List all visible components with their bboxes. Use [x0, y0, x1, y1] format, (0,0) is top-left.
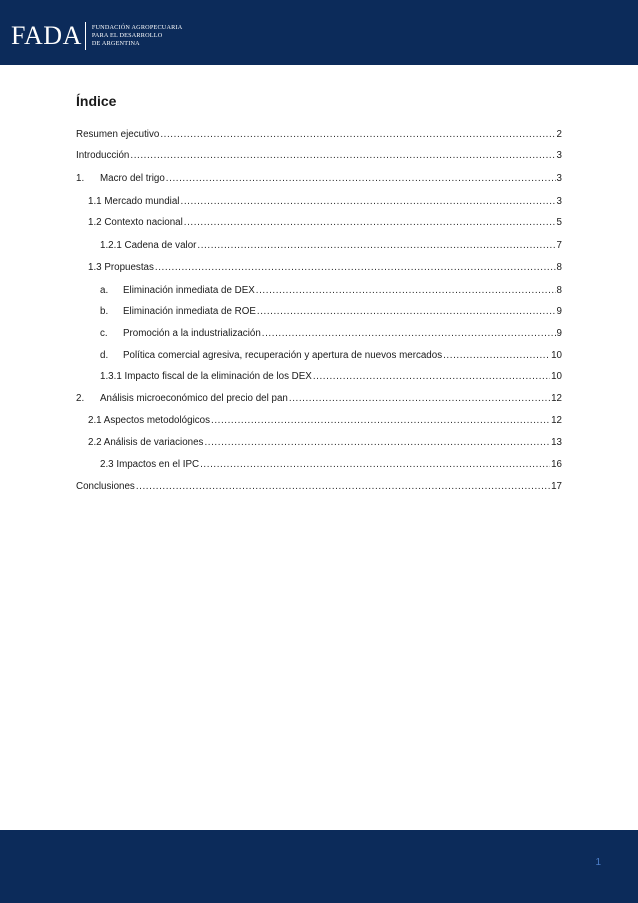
toc-leader	[136, 480, 550, 494]
toc-entry-politica-comercial[interactable]	[100, 349, 562, 363]
toc-entry-label: 2.3 Impactos en el IPC	[100, 459, 200, 470]
toc-entry-page: 12	[551, 415, 562, 426]
toc-leader	[313, 370, 550, 384]
toc-entry-page: 3	[556, 150, 562, 161]
logo-line-2: PARA EL DESARROLLO	[91, 32, 163, 39]
toc-entry-aspectos-metodologicos[interactable]	[88, 414, 562, 428]
toc-leader	[130, 149, 555, 163]
toc-entry-page: 7	[556, 240, 562, 251]
toc-entry-page: 3	[556, 196, 562, 207]
logo-line-3: DE ARGENTINA	[91, 40, 140, 47]
toc-entry-page: 10	[551, 371, 562, 382]
logo-wordmark: FADA	[11, 21, 82, 50]
toc-entry-label: Análisis microeconómico del precio del pan	[100, 393, 288, 404]
toc-leader	[197, 239, 555, 253]
toc-entry-label: Conclusiones	[76, 481, 135, 492]
toc-entry-page: 9	[556, 328, 562, 339]
toc-entry-label: Política comercial agresiva, recuperación y apertura de nuevos mercados	[123, 350, 443, 361]
toc-entry-impacto-fiscal[interactable]	[100, 370, 562, 384]
toc-entry-label: Macro del trigo	[100, 173, 165, 184]
toc-entry-impactos-ipc[interactable]	[100, 458, 562, 472]
toc-leader	[184, 216, 556, 230]
logo-subtitle	[92, 24, 183, 48]
toc-entry-label: Introducción	[76, 150, 130, 161]
toc-entry-contexto-nacional[interactable]	[88, 216, 562, 230]
toc-entry-label: 1.2.1 Cadena de valor	[100, 240, 197, 251]
toc-entry-number: d.	[100, 350, 109, 361]
toc-entry-page: 17	[551, 481, 562, 492]
toc-entry-label: Eliminación inmediata de ROE	[123, 306, 256, 317]
toc-entry-mercado-mundial[interactable]	[88, 195, 562, 209]
toc-entry-label: Resumen ejecutivo	[76, 129, 160, 140]
toc-entry-label: 1.3.1 Impacto fiscal de la eliminación de los DEX	[100, 371, 312, 382]
toc-entry-conclusiones[interactable]	[76, 480, 562, 494]
toc-entry-number: c.	[100, 328, 108, 339]
toc-leader	[160, 128, 555, 142]
toc-entry-analisis-variaciones[interactable]	[88, 436, 562, 450]
toc-entry-resumen[interactable]	[76, 128, 562, 142]
toc-entry-eliminacion-dex[interactable]	[100, 284, 562, 298]
toc-leader	[257, 305, 556, 319]
toc-entry-label: 1.2 Contexto nacional	[88, 217, 183, 228]
toc-entry-number: b.	[100, 306, 109, 317]
toc-entry-number: a.	[100, 285, 109, 296]
page-number: 1	[595, 857, 601, 868]
toc-entry-page: 5	[556, 217, 562, 228]
toc-entry-industrializacion[interactable]	[100, 327, 562, 341]
toc-entry-introduccion[interactable]	[76, 149, 562, 163]
toc-leader	[181, 195, 556, 209]
toc-title: Índice	[76, 93, 117, 109]
toc-entry-page: 10	[551, 350, 562, 361]
toc-entry-label: 2.1 Aspectos metodológicos	[88, 415, 210, 426]
header-band	[0, 0, 638, 65]
footer-band	[0, 830, 638, 903]
toc-entry-label: 1.1 Mercado mundial	[88, 196, 180, 207]
toc-entry-page: 16	[551, 459, 562, 470]
toc-leader	[443, 349, 550, 363]
toc-leader	[289, 392, 550, 406]
fada-logo	[11, 20, 182, 52]
toc-entry-page: 3	[556, 173, 562, 184]
toc-leader	[262, 327, 556, 341]
toc-entry-propuestas[interactable]	[88, 261, 562, 275]
toc-entry-page: 9	[556, 306, 562, 317]
toc-leader	[211, 414, 550, 428]
toc-entry-number: 1.	[76, 173, 85, 184]
toc-leader	[256, 284, 556, 298]
toc-entry-label: Eliminación inmediata de DEX	[123, 285, 255, 296]
toc-entry-page: 8	[556, 262, 562, 273]
toc-entry-page: 2	[556, 129, 562, 140]
toc-entry-label: 2.2 Análisis de variaciones	[88, 437, 204, 448]
toc-leader	[166, 172, 556, 186]
toc-entry-analisis-pan[interactable]	[76, 392, 562, 406]
toc-leader	[204, 436, 550, 450]
logo-divider	[85, 22, 86, 50]
toc-entry-page: 8	[556, 285, 562, 296]
toc-entry-eliminacion-roe[interactable]	[100, 305, 562, 319]
toc-entry-cadena-valor[interactable]	[100, 239, 562, 253]
toc-leader	[155, 261, 556, 275]
toc-leader	[200, 458, 550, 472]
toc-entry-page: 13	[551, 437, 562, 448]
toc-entry-number: 2.	[76, 393, 85, 404]
logo-line-1: FUNDACIÓN AGROPECUARIA	[91, 24, 183, 31]
toc-entry-label: Promoción a la industrialización	[123, 328, 261, 339]
toc-entry-label: 1.3 Propuestas	[88, 262, 154, 273]
toc-entry-page: 12	[551, 393, 562, 404]
toc-entry-macro-trigo[interactable]	[76, 172, 562, 186]
